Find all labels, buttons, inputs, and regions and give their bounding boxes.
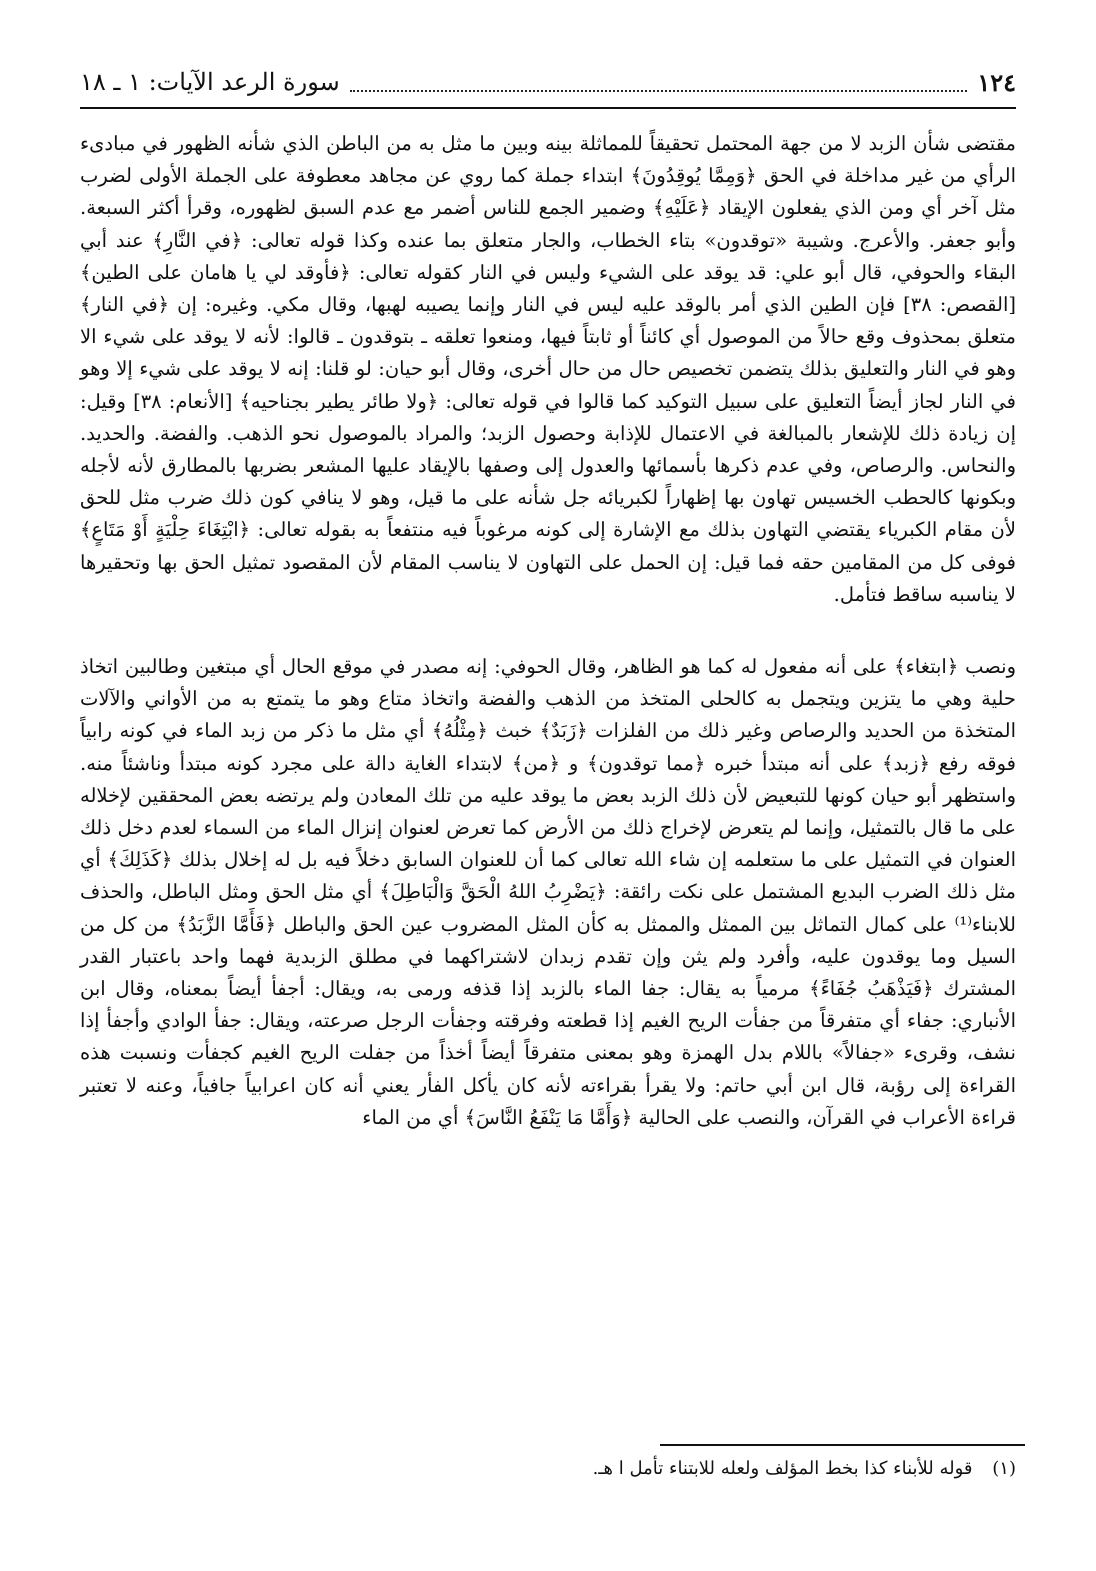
footnote-text: قوله للأبناء كذا بخط المؤلف ولعله للابتناء تأمل ا هـ. <box>592 1458 973 1479</box>
header-leader-dots <box>350 72 968 92</box>
footnote-marker: (١) <box>992 1458 1016 1479</box>
page-number: ١٢٤ <box>977 67 1016 97</box>
paragraph: ونصب ﴿ابتغاء﴾ على أنه مفعول له كما هو الظاهر، وقال الحوفي: إنه مصدر في موقع الحال أي مبتغين وطالبين اتخاذ حلية وهي ما يتزين ويتجمل به كالحلى المتخذ من الذهب والفضة واتخاذ متاع وهو ما يتمتع به من الأواني والآلات المتخذة من الحديد والرصاص وغير ذلك من الفلزات ﴿زَبَدٌ﴾ خبث ﴿مِثْلُهُ﴾ أي مثل ما ذكر من زبد الماء في كونه رابياً فوقه رفع ﴿زبد﴾ على أنه مبتدأ خبره ﴿مما توقدون﴾ و ﴿من﴾ لابتداء الغاية دالة على مجرد كونه مبتدأ وناشئاً منه. واستظهر أبو حيان كونها للتبعيض لأن ذلك الزبد بعض ما يوقد عليه من تلك المعادن ولم يرتضه بعض المحققين لإخلاله على ما قال بالتمثيل، وإنما لم يتعرض لإخراج ذلك من الأرض كما تعرض لعنوان إنزال الماء من السماء لعدم دخل ذلك العنوان في التمثيل على ما ستعلمه إن شاء الله تعالى كما أن للعنوان السابق دخلاً فيه بل له إخلال بذلك ﴿كَذَلِكَ﴾ أي مثل ذلك الضرب البديع المشتمل على نكت رائقة: ﴿يَضْرِبُ اللهُ الْحَقَّ وَالْبَاطِلَ﴾ أي مثل الحق ومثل الباطل، والحذف للابناء⁽¹⁾ على كمال التماثل بين الممثل والممثل به كأن المثل المضروب عين الحق والباطل ﴿فَأَمَّا الزَّبَدُ﴾ من كل من السيل وما يوقدون عليه، وأفرد ولم يثن وإن تقدم زبدان لاشتراكهما في مطلق الزبدية فهما واحد باعتبار القدر المشترك ﴿فَيَذْهَبُ جُفَاءً﴾ مرمياً به يقال: جفا الماء بالزبد إذا قذفه ورمى به، ويقال: أجفأ أيضاً بمعناه، وقال ابن الأنباري: جفاء أي متفرقاً من جفأت الريح الغيم إذا قطعته وفرقته وجفأت الرجل صرعته، ويقال: جفأ الوادي وأجفأ إذا نشف، وقرىء «جفالاً» باللام بدل الهمزة وهو بمعنى متفرقاً أيضاً أخذاً من جفلت الريح الغيم كجفأت ونسبت هذه القراءة إلى رؤبة، قال ابن أبي حاتم: ولا يقرأ بقراءته لأنه كان يأكل الفأر يعني أنه كان اعرابياً جافياً، وعنه لا تعتبر قراءة الأعراب في القرآن، والنصب على الحالية ﴿وَأَمَّا مَا يَنْفَعُ النَّاسَ﴾ أي من الماء <box>80 655 1016 1129</box>
running-title: سورة الرعد الآيات: ١ ـ ١٨ <box>80 68 340 96</box>
main-text <box>80 128 1016 1134</box>
header-rule <box>80 107 1016 109</box>
paragraph: مقتضى شأن الزبد لا من جهة المحتمل تحقيقاً للمماثلة بينه وبين ما مثل به من الباطن الذي شأنه الظهور في مبادىء الرأي من غير مداخلة في الحق ﴿وَمِمَّا يُوقِدُونَ﴾ ابتداء جملة كما روي عن مجاهد معطوفة على الجملة الأولى لضرب مثل آخر أي ومن الذي يفعلون الإيقاد ﴿عَلَيْهِ﴾ وضمير الجمع للناس أضمر مع عدم السبق لظهوره، وقرأ أكثر السبعة. وأبو جعفر. والأعرج. وشيبة «توقدون» بتاء الخطاب، والجار متعلق بما عنده وكذا قوله تعالى: ﴿في النَّارِ﴾ عند أبي البقاء والحوفي، قال أبو علي: قد يوقد على الشيء وليس في النار كقوله تعالى: ﴿فأوقد لي يا هامان على الطين﴾ [القصص: ٣٨] فإن الطين الذي أمر بالوقد عليه ليس في النار وإنما يصيبه لهبها، وقال مكي. وغيره: إن ﴿في النار﴾ متعلق بمحذوف وقع حالاً من الموصول أي كائناً أو ثابتاً فيها، ومنعوا تعلقه ـ بتوقدون ـ قالوا: لأنه لا يوقد على شيء الا وهو في النار والتعليق بذلك يتضمن تخصيص حال من حال أخرى، وقال أبو حيان: لو قلنا: إنه لا يوقد على شيء إلا وهو في النار لجاز أيضاً التعليق على سبيل التوكيد كما قالوا في قوله تعالى: ﴿ولا طائر يطير بجناحيه﴾ [الأنعام: ٣٨] وقيل: إن زيادة ذلك للإشعار بالمبالغة في الاعتمال للإذابة وحصول الزبد؛ والمراد بالموصول نحو الذهب. والفضة. والحديد. والنحاس. والرصاص، وفي عدم ذكرها بأسمائها والعدول إلى وصفها بالإيقاد عليها المشعر بضربها بالمطارق لأنه لأجله وبكونها كالحطب الخسيس تهاون بها إظهاراً لكبريائه جل شأنه على ما قيل، وهو لا ينافي كون ذلك ضرب مثل للحق لأن مقام الكبرياء يقتضي التهاون بذلك مع الإشارة إلى كونه مرغوباً فيه منتفعاً به بقوله تعالى: ﴿ابْتِغَاءَ حِلْيَةٍ أَوْ مَتَاعٍ﴾ فوفى كل من المقامين حقه فما قيل: إن الحمل على التهاون لا يناسب المقام لأن المقصود تمثيل الحق بها وتحقيرها لا يناسبه ساقط فتأمل. <box>80 132 1016 606</box>
footnote <box>80 1458 1016 1479</box>
footnote-rule <box>660 1444 1025 1446</box>
page-header <box>80 60 1016 104</box>
